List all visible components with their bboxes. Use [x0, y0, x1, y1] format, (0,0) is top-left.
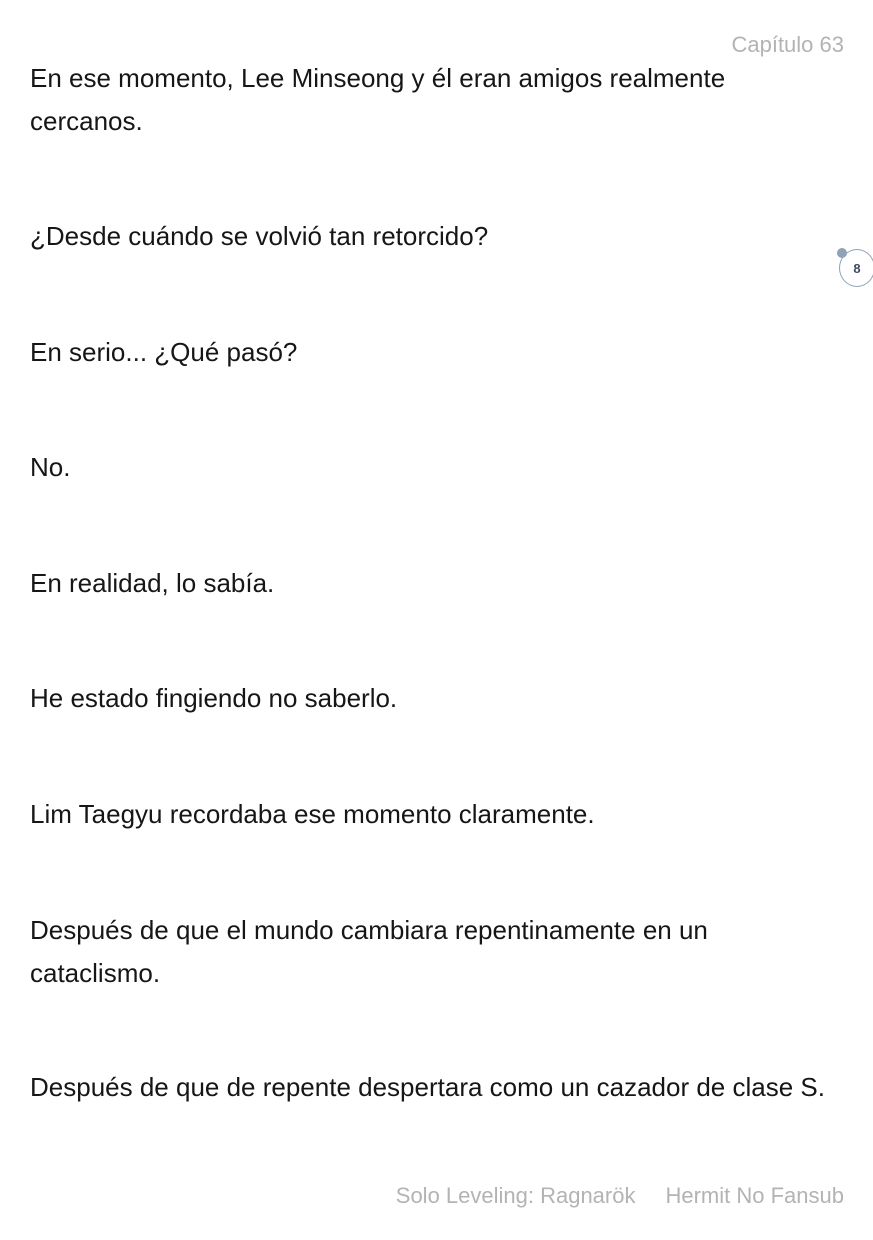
paragraph-8: Después de que el mundo cambiara repentinamente en un cataclismo. — [30, 915, 708, 988]
comment-count: 8 — [853, 260, 861, 276]
paragraph-6: He estado fingiendo no saberlo. — [30, 683, 398, 713]
paragraph-9: Después de que de repente despertara como un cazador de clase S. — [30, 1072, 825, 1102]
footer-translator: Hermit No Fansub — [665, 1183, 844, 1208]
paragraph-2: ¿Desde cuándo se volvió tan retorcido? — [30, 221, 489, 251]
chapter-label: Capítulo 63 — [731, 32, 844, 57]
badge-dot-icon — [837, 248, 847, 258]
paragraph-1: En ese momento, Lee Minseong y él eran amigos realmente cercanos. — [30, 63, 726, 136]
paragraph-3: En serio... ¿Qué pasó? — [30, 337, 298, 367]
paragraph-7: Lim Taegyu recordaba ese momento claramente. — [30, 799, 595, 829]
footer — [396, 1182, 844, 1210]
comment-count-badge[interactable] — [839, 249, 873, 287]
footer-novel-title: Solo Leveling: Ragnarök — [395, 1183, 636, 1208]
paragraph-5: En realidad, lo sabía. — [30, 568, 275, 598]
paragraph-4: No. — [30, 452, 71, 482]
